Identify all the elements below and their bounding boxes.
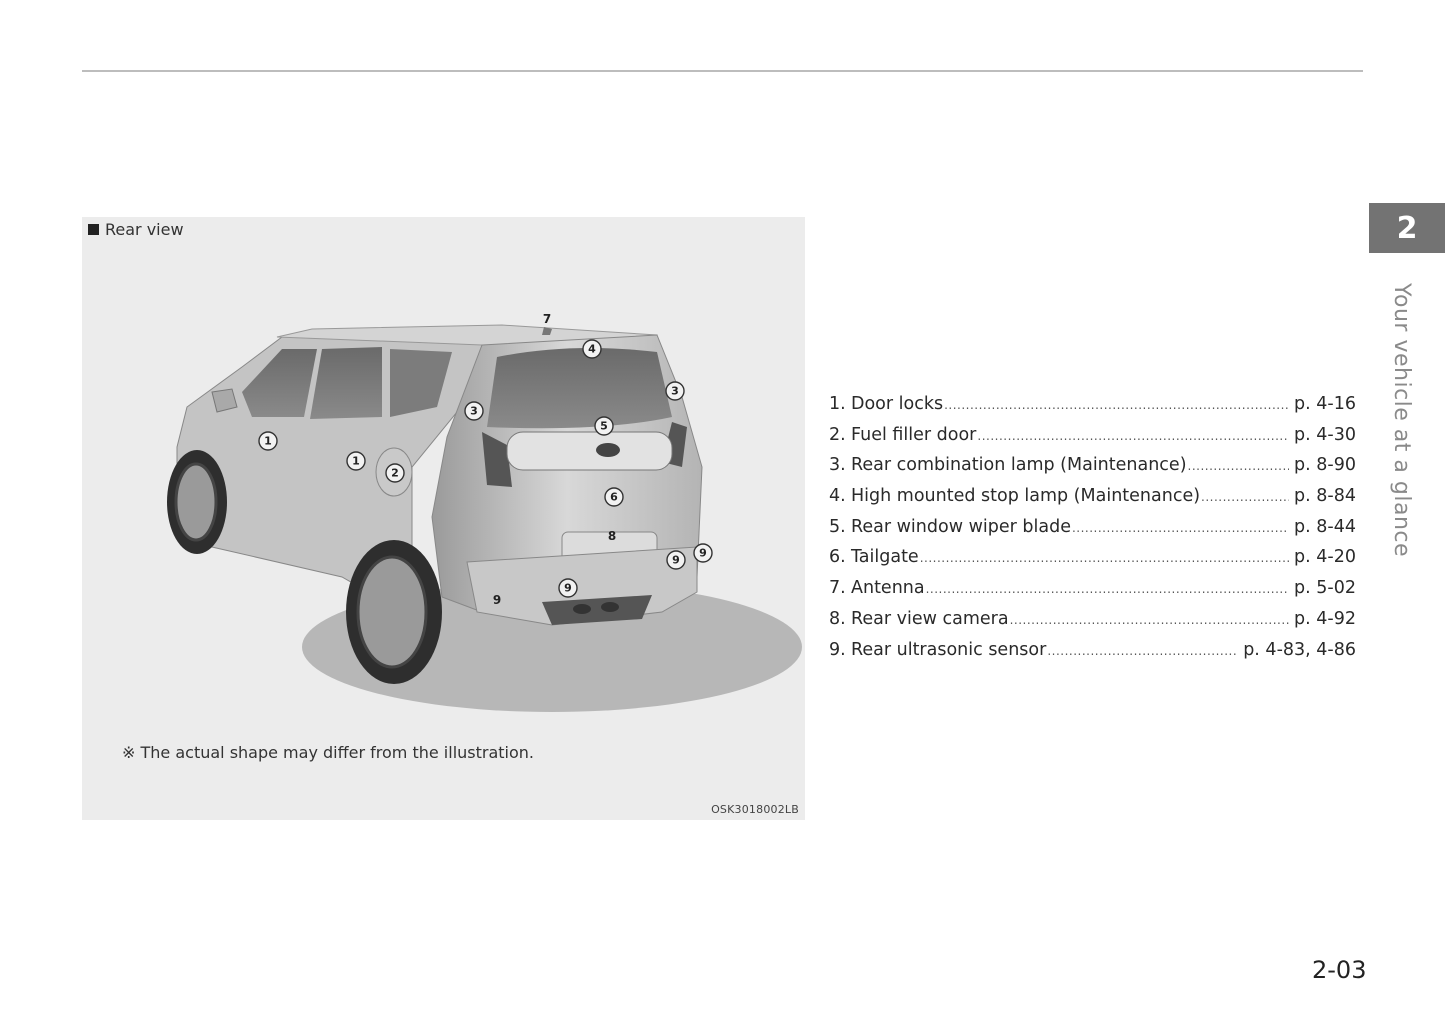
- leader-dots: [1047, 644, 1238, 658]
- rear-view-figure: [82, 217, 805, 820]
- callout-1-door: [259, 432, 277, 450]
- callout-9-a: 9: [492, 593, 502, 607]
- callout-7: 7: [542, 312, 552, 326]
- leader-dots: [1010, 613, 1289, 627]
- leader-dots: [944, 398, 1289, 412]
- callout-4: [583, 340, 601, 358]
- exhaust-right: [601, 602, 619, 612]
- list-item: 3. Rear combination lamp (Maintenance) ..... p. 8-90: [829, 455, 1356, 486]
- leader-dots: [926, 582, 1289, 596]
- rear-wheel-rim: [358, 557, 426, 667]
- list-item: 1. Door locks ..... p. 4-16: [829, 394, 1356, 425]
- leader-dots: [920, 551, 1289, 565]
- rear-window: [487, 348, 672, 428]
- callout-3-left: [465, 402, 483, 420]
- list-item: 2. Fuel filler door ..... p. 4-30: [829, 425, 1356, 456]
- list-item: 9. Rear ultrasonic sensor ..... p. 4-83, 4-86: [829, 640, 1356, 671]
- svg-text:3: 3: [470, 404, 478, 418]
- svg-text:1: 1: [264, 434, 272, 448]
- list-item: 4. High mounted stop lamp (Maintenance) ..... p. 8-84: [829, 486, 1356, 517]
- callout-6: [605, 488, 623, 506]
- list-item: 5. Rear window wiper blade ..... p. 8-44: [829, 517, 1356, 548]
- svg-text:9: 9: [672, 553, 680, 567]
- svg-text:1: 1: [352, 454, 360, 468]
- callout-9-b: [559, 579, 577, 597]
- parts-list: [829, 394, 1356, 670]
- leader-dots: [977, 429, 1289, 443]
- svg-text:9: 9: [699, 546, 707, 560]
- callout-9-c: [667, 551, 685, 569]
- exhaust-left: [573, 604, 591, 614]
- tailgate-light-bar: [507, 432, 672, 470]
- brand-emblem: [596, 443, 620, 457]
- callout-8: 8: [607, 529, 617, 543]
- leader-dots: [1072, 521, 1289, 535]
- leader-dots: [1188, 459, 1290, 473]
- svg-text:3: 3: [671, 384, 679, 398]
- list-item: 6. Tailgate ..... p. 4-20: [829, 547, 1356, 578]
- figure-title-text: Rear view: [105, 220, 184, 239]
- callout-9-d: [694, 544, 712, 562]
- callout-2: [386, 464, 404, 482]
- leader-dots: [1201, 490, 1289, 504]
- svg-text:9: 9: [564, 581, 572, 595]
- page-number: 2-03: [1312, 956, 1367, 984]
- callout-1-fuel: [347, 452, 365, 470]
- car-illustration: [82, 217, 805, 820]
- chapter-tab: 2: [1369, 203, 1445, 253]
- svg-text:5: 5: [600, 419, 608, 433]
- svg-text:4: 4: [588, 342, 596, 356]
- svg-text:2: 2: [391, 466, 399, 480]
- callout-3-right: [666, 382, 684, 400]
- list-item: 7. Antenna ..... p. 5-02: [829, 578, 1356, 609]
- side-window-rear: [310, 347, 382, 419]
- front-wheel-rim: [176, 464, 216, 540]
- list-item: 8. Rear view camera ..... p. 4-92: [829, 609, 1356, 640]
- callout-5: [595, 417, 613, 435]
- figure-note: ※ The actual shape may differ from the illustration.: [122, 743, 534, 762]
- chapter-label: Your vehicle at a glance: [1389, 283, 1414, 558]
- svg-text:6: 6: [610, 490, 618, 504]
- figure-code: OSK3018002LB: [711, 803, 799, 816]
- top-divider: [82, 70, 1363, 72]
